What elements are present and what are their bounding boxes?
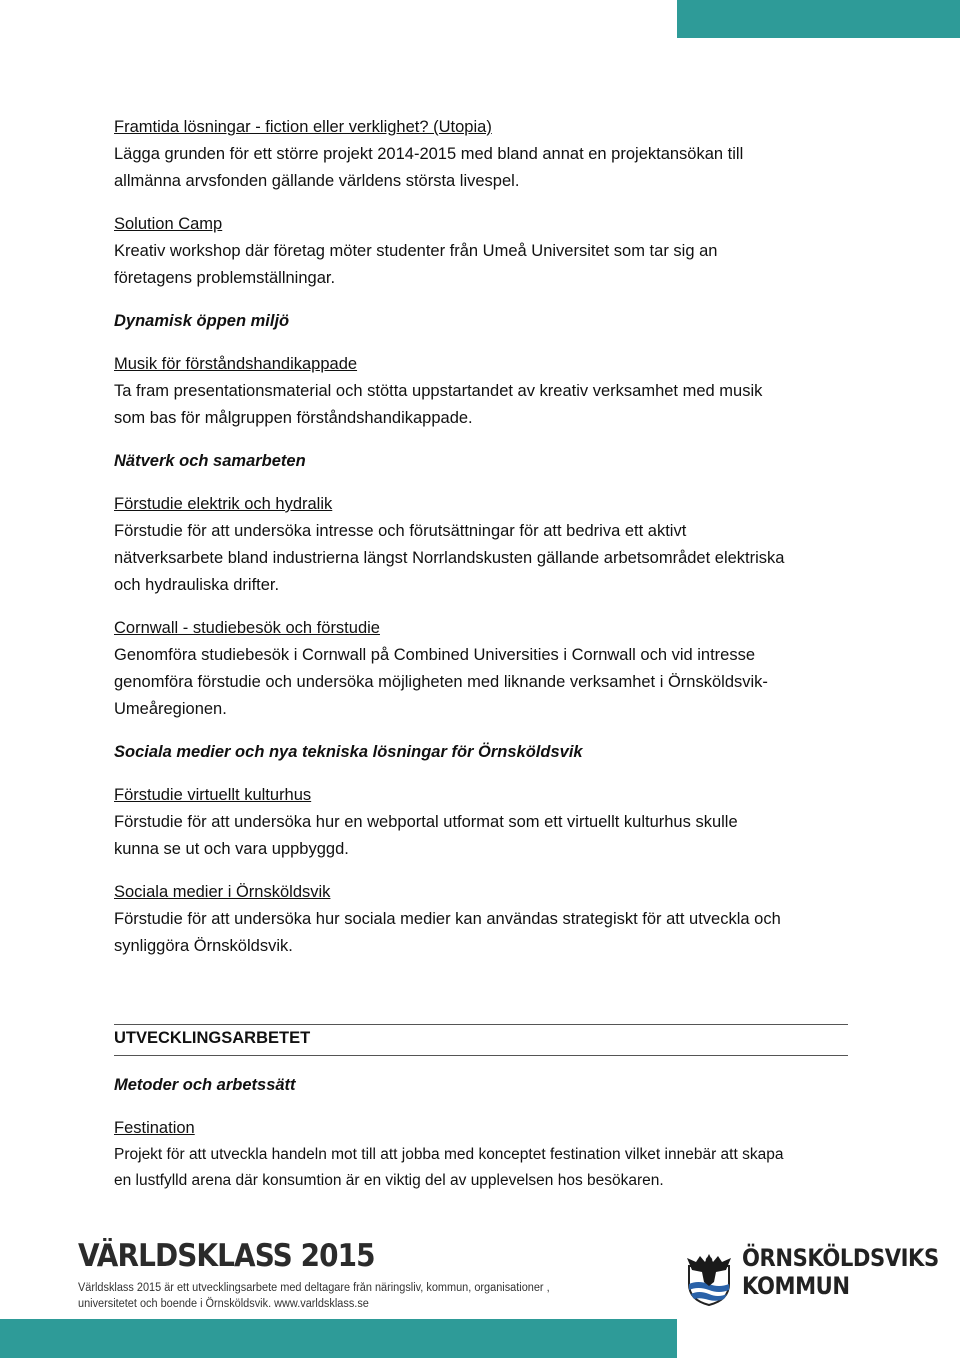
section-heading: Solution Camp [114,215,223,233]
category-heading: Sociala medier och nya tekniska lösningar för Örnsköldsvik [114,743,583,761]
paragraph-line: Umeåregionen. [114,700,227,718]
section-heading: Framtida lösningar - fiction eller verklighet? (Utopia) [114,118,492,136]
paragraph-line: allmänna arvsfonden gällande världens största livespel. [114,172,520,190]
category-heading: Metoder och arbetssätt [114,1076,296,1094]
footer-description-line: universitetet och boende i Örnsköldsvik. www.varldsklass.se [78,1298,369,1310]
document-body [114,114,854,960]
section-heading: Musik för förståndshandikappade [114,355,358,373]
paragraph-line: Genomföra studiebesök i Cornwall på Combined Universities i Cornwall och vid intresse [114,646,756,664]
section-heading: Sociala medier i Örnsköldsvik [114,883,331,901]
divider-title: UTVECKLINGSARBETET [114,1029,311,1047]
paragraph-line: Projekt för att utveckla handeln mot till att jobba med konceptet festination vilket innebär att skapa [114,1146,784,1163]
section-heading: Festination [114,1119,195,1137]
category-heading: Nätverk och samarbeten [114,452,306,470]
document-body-lower [114,1072,854,1194]
paragraph-line: synliggöra Örnsköldsvik. [114,937,293,955]
municipality-logo [686,1244,939,1308]
paragraph-line: Förstudie för att undersöka hur en webportal utformat som ett virtuellt kulturhus skulle [114,813,738,831]
paragraph-line: som bas för målgruppen förståndshandikappade. [114,409,473,427]
bottom-accent-bar [0,1319,677,1358]
top-accent-bar [677,0,960,38]
paragraph-line: företagens problemställningar. [114,269,336,287]
footer-title: VÄRLDSKLASS 2015 [78,1238,375,1274]
section-divider [114,1024,848,1056]
paragraph-line: Förstudie för att undersöka hur sociala medier kan användas strategiskt för att utveckla och [114,910,781,928]
footer-description-line: Världsklass 2015 är ett utvecklingsarbete med deltagare från näringsliv, kommun, organisationer , [78,1282,550,1294]
paragraph-line: kunna se ut och vara uppbyggd. [114,840,349,858]
paragraph-line: Förstudie för att undersöka intresse och förutsättningar för att bedriva ett aktivt [114,522,687,540]
paragraph-line: en lustfylld arena där konsumtion är en viktig del av upplevelsen hos besökaren. [114,1172,664,1189]
municipality-name [742,1244,939,1300]
municipality-name-line: KOMMUN [742,1272,850,1300]
paragraph-line: Ta fram presentationsmaterial och stötta uppstartandet av kreativ verksamhet med musik [114,382,763,400]
paragraph-line: nätverksarbete bland industrierna längst Norrlandskusten gällande arbetsområdet elektriska [114,549,785,567]
section-heading: Förstudie virtuellt kulturhus [114,786,312,804]
municipality-name-line: ÖRNSKÖLDSVIKS [742,1244,939,1272]
paragraph-line: Lägga grunden för ett större projekt 2014-2015 med bland annat en projektansökan till [114,145,744,163]
section-heading: Förstudie elektrik och hydralik [114,495,333,513]
paragraph-line: och hydrauliska drifter. [114,576,280,594]
section-heading: Cornwall - studiebesök och förstudie [114,619,380,637]
footer-description [78,1280,550,1312]
footer-branding [78,1238,574,1312]
paragraph-line: Kreativ workshop där företag möter studenter från Umeå Universitet som tar sig an [114,242,718,260]
eagle-crest-icon [686,1250,732,1306]
paragraph-line: genomföra förstudie och undersöka möjligheten med liknande verksamhet i Örnsköldsvik- [114,673,768,691]
category-heading: Dynamisk öppen miljö [114,312,290,330]
